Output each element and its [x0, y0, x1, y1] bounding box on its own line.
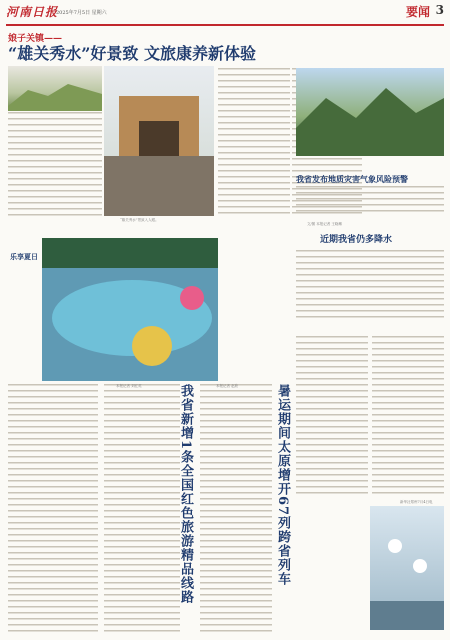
right-body-4	[372, 336, 444, 496]
lead-photo-pool	[42, 238, 218, 381]
right-byline: 新华社郑州7月4日电	[400, 500, 433, 504]
lead-byline: 文/图 本报记者 王晓琳	[307, 222, 342, 226]
reporter-1: 本报记者 刘红英	[116, 384, 142, 388]
right-subheadline: 近期我省仍多降水	[320, 235, 393, 245]
right-body-2	[296, 250, 444, 320]
reporter-2: 本报记者 赵欣	[216, 384, 239, 388]
right-body-1	[296, 186, 444, 216]
right-headline: 我省发布地质灾害气象风险预警	[296, 174, 408, 184]
right-photo-mountains	[296, 68, 444, 156]
bottom-body-col1	[8, 384, 98, 634]
newspaper-logo: 河南日报	[6, 5, 59, 19]
lead-photo-greatwall	[8, 66, 102, 111]
right-photo-caption	[296, 158, 444, 166]
lead-photo-caption: “雄关秀水”景致入人眼。	[120, 218, 159, 222]
issue-date: 2025年7月5日 星期六	[56, 10, 107, 16]
bottom-body-col2	[104, 384, 180, 634]
lead-headline: “雄关秀水”好景致 文旅康养新体验	[8, 44, 256, 63]
masthead-rule	[6, 24, 444, 26]
lead-photo-archway	[104, 66, 214, 216]
page-number: 3	[435, 3, 444, 17]
masthead	[6, 3, 444, 23]
kicker: 娘子关镇——	[8, 34, 63, 44]
bottom-vertical-headline-2: 暑运期间太原增开67列跨省列车	[275, 384, 290, 587]
bottom-body-col3	[200, 384, 272, 634]
section-title: 要闻	[405, 5, 430, 19]
bottom-vertical-headline-1: 我省新增1条全国红色旅游精品线路	[178, 384, 193, 605]
badge-leisure: 乐享夏日	[10, 252, 38, 261]
bottom-photo-dance	[370, 506, 444, 630]
lead-body-col2	[218, 68, 290, 218]
lead-body-col1	[8, 112, 102, 220]
right-body-3	[296, 336, 368, 496]
